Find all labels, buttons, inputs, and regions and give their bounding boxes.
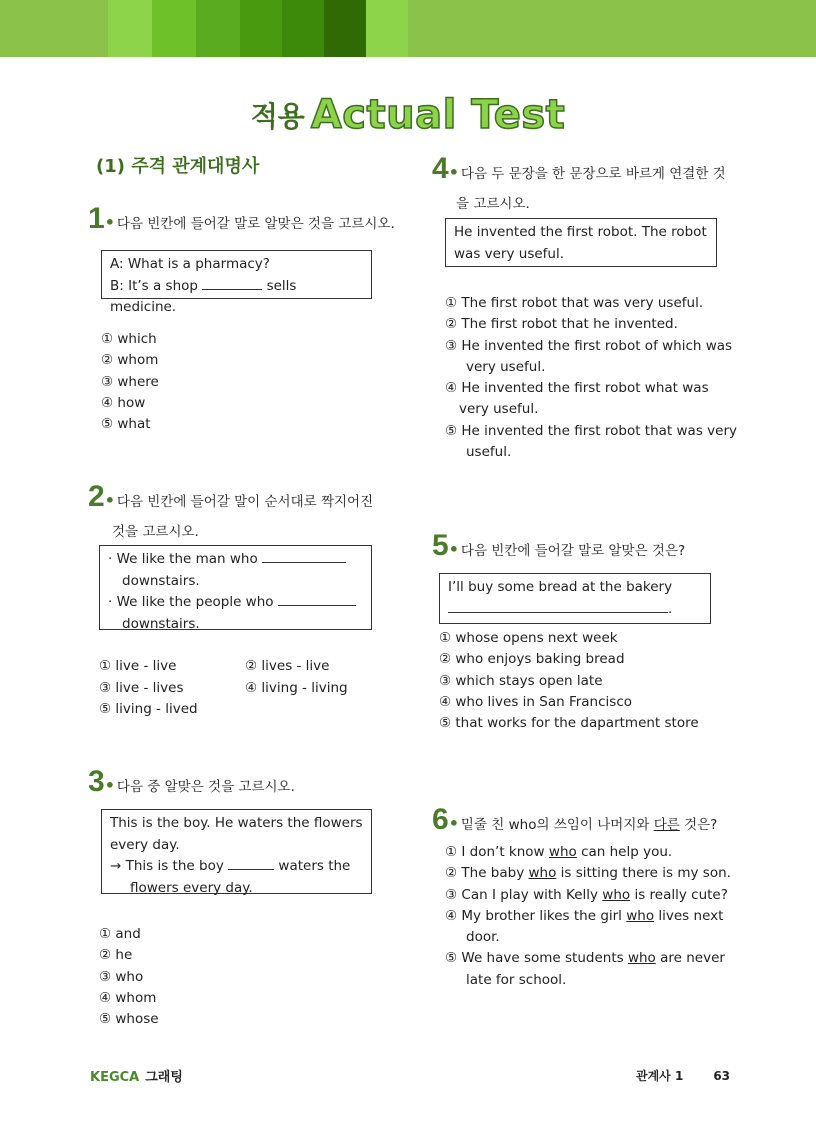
bar-block [240,0,282,57]
question-1-box [101,250,372,315]
box-line: downstairs. [122,572,200,589]
question-dot: • [104,491,115,510]
option[interactable]: ② lives - live [245,658,330,674]
option-text: is sitting there is my son. [560,865,731,882]
option[interactable]: ③ where [101,373,159,390]
option[interactable]: ④ how [101,394,146,411]
question-6-options [445,842,731,991]
footer-page-info [636,1067,730,1084]
option[interactable] [445,906,731,927]
question-2-box [99,545,372,630]
question-1 [88,204,395,239]
question-3-options [99,924,159,1030]
title-korean: 적용 [250,100,305,133]
option-text: ② The baby [445,865,525,882]
question-number: 1 [88,202,105,235]
answer-blank [448,599,668,613]
underlined-who: who [602,886,631,903]
option[interactable]: ④ living - living [245,679,348,696]
box-line: . [668,600,673,617]
answer-blank [278,592,356,606]
option-text: are never [660,950,725,967]
answer-blank [202,276,262,290]
box-line: flowers every day. [130,879,253,896]
underlined-who: who [626,907,655,924]
top-color-bar [0,0,816,57]
option[interactable]: ② whom [101,352,159,369]
option[interactable]: ③ who [99,968,144,985]
box-line: · We like the man who [108,551,258,567]
option-continued: very useful. [459,401,539,418]
question-text: 다음 빈칸에 들어갈 말로 알맞은 것을 고르시오. [116,216,395,232]
option[interactable]: ④ who lives in San Francisco [439,693,633,710]
question-2 [88,482,373,547]
question-number: 5 [432,529,449,562]
option[interactable]: ⑤ He invented the first robot that was very [445,422,737,439]
question-text-continued: 을 고르시오. [456,196,530,212]
underlined-who: who [548,844,577,860]
bar-block [366,0,408,57]
option[interactable] [445,842,731,863]
option[interactable]: ③ live - lives [99,679,184,696]
question-number: 2 [88,480,105,513]
box-line: · We like the people who [108,594,274,610]
question-text: 다음 중 알맞은 것을 고르시오. [116,779,295,795]
box-line: This is the boy. He waters the flowers [110,815,363,831]
option-continued: door. [466,929,500,946]
title-english: Actual Test [310,92,566,138]
question-dot: • [104,776,115,795]
box-line: waters the [278,858,351,874]
option-continued: useful. [466,444,512,461]
question-text: 밑줄 친 who의 쓰임이 나머지와 [460,817,650,833]
question-4 [432,154,726,219]
question-dot: • [448,814,459,833]
bar-block [196,0,240,57]
question-6 [432,805,717,840]
question-4-box [445,218,717,267]
option[interactable]: ⑤ that works for the dapartment store [439,715,699,732]
option-text: ① I don’t know [445,844,545,860]
option[interactable]: ③ He invented the first robot of which was [445,337,733,354]
footer-brand [90,1066,183,1085]
option[interactable]: ⑤ living - lived [99,701,198,717]
question-text: 다음 두 문장을 한 문장으로 바르게 연결한 것 [460,166,726,182]
question-3 [88,767,295,802]
question-number: 4 [432,152,449,185]
question-text: 다음 빈칸에 들어갈 말로 알맞은 것은? [460,543,686,559]
option-text: is really cute? [634,886,728,903]
box-line: downstairs. [122,615,200,632]
box-line: He invented the first robot. The robot [454,224,707,240]
page-title [0,92,816,138]
question-text: 다음 빈칸에 들어갈 말이 순서대로 짝지어진 [116,494,374,510]
question-number: 6 [432,803,449,836]
question-text-continued: 것을 고르시오. [112,524,199,540]
question-text-underlined: 다른 [653,817,680,833]
underlined-who: who [627,950,656,967]
option[interactable]: ② who enjoys baking bread [439,651,625,668]
option-text: ④ My brother likes the girl [445,907,622,924]
brand-korean: 그래팅 [145,1070,183,1085]
underlined-who: who [528,865,557,882]
chapter-label: 관계사 1 [636,1069,684,1083]
option[interactable] [445,863,731,884]
option[interactable]: ① live - live [99,658,177,674]
option-continued: late for school. [466,971,567,988]
bar-block [108,0,152,57]
option-text: ⑤ We have some students [445,950,624,967]
question-5 [432,531,685,566]
option-text: can help you. [581,844,673,860]
option[interactable]: ① The first robot that was very useful. [445,295,704,311]
option-text: ③ Can I play with Kelly [445,886,598,903]
question-5-options [439,628,699,734]
box-line: A: What is a pharmacy? [110,256,270,272]
question-4-options [445,293,737,463]
bar-block [324,0,366,57]
option[interactable]: ② The first robot that he invented. [445,316,678,333]
question-dot: • [448,163,459,182]
box-line: I’ll buy some bread at the bakery [448,579,673,595]
option[interactable]: ① which [101,331,157,347]
question-dot: • [448,540,459,559]
question-number: 3 [88,765,105,798]
question-2-options [99,656,348,721]
question-1-options [101,329,159,435]
option[interactable]: ① whose opens next week [439,630,618,646]
answer-blank [262,549,346,563]
option[interactable]: ② he [99,947,133,964]
page-number: 63 [713,1069,731,1083]
box-line: → This is the boy [110,858,224,874]
option[interactable]: ④ He invented the first robot what was [445,380,709,397]
option[interactable]: ⑤ whose [99,1011,159,1028]
box-line: sells medicine. [110,277,297,315]
answer-blank [228,856,274,870]
option[interactable]: ③ which stays open late [439,672,603,689]
box-line: every day. [110,836,180,853]
option[interactable] [445,885,731,906]
question-dot: • [104,213,115,232]
option[interactable]: ⑤ what [101,416,151,433]
question-5-box [439,573,711,624]
option-text: lives next [658,907,724,924]
option-continued: very useful. [466,358,546,375]
bar-block [282,0,324,57]
brand-name: KEGCA [90,1070,140,1085]
bar-block [152,0,196,57]
box-line: was very useful. [454,245,565,262]
section-heading: (1) 주격 관계대명사 [96,156,260,177]
option[interactable] [445,948,731,969]
box-line: B: It’s a shop [110,277,198,294]
question-3-box [101,809,372,894]
question-text: 것은? [684,817,718,833]
option[interactable]: ① and [99,926,141,942]
option[interactable]: ④ whom [99,989,157,1006]
